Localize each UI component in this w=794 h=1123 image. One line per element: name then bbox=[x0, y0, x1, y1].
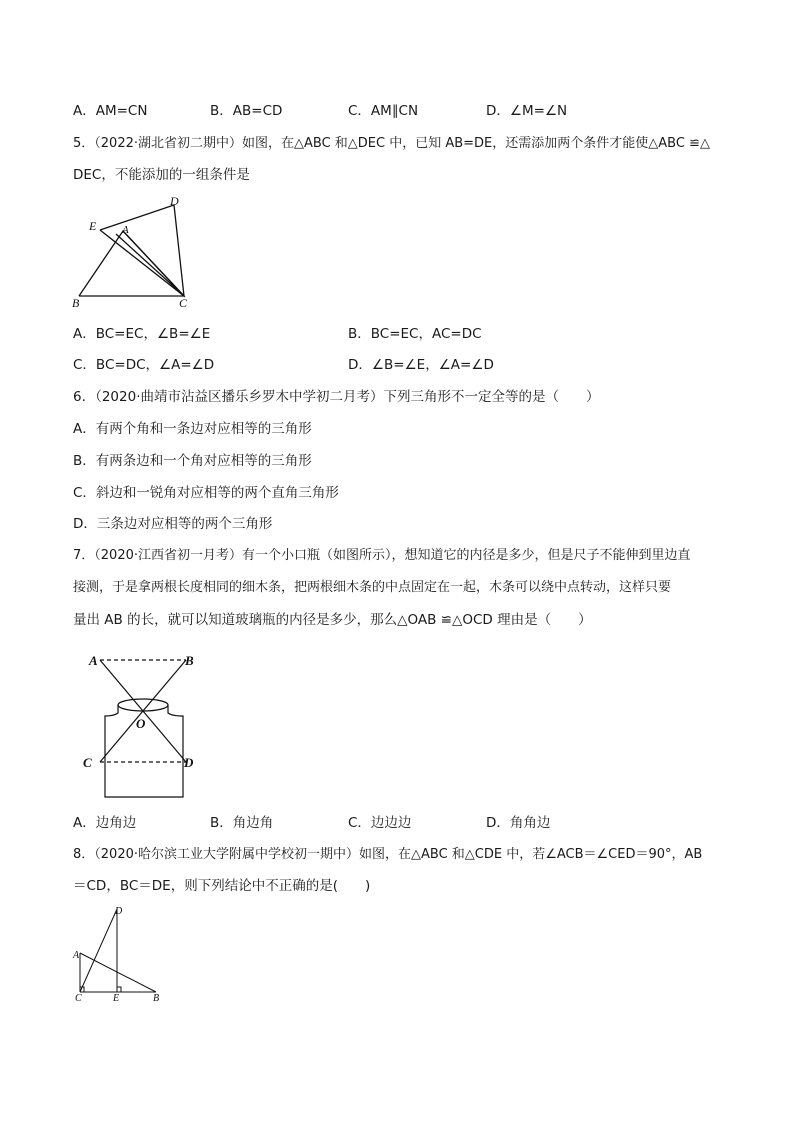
q4-option-c: C．AM∥CN bbox=[348, 103, 419, 119]
q5-label-c: C bbox=[179, 296, 188, 310]
q7-label-c: C bbox=[83, 755, 92, 770]
q5-stem-line1: 5．（2022·湖北省初二期中）如图，在△ABC 和△DEC 中，已知 AB=DE，还需添加两个条件才能使△ABC ≌△ bbox=[73, 136, 710, 151]
q8-right-triangles-figure bbox=[70, 903, 170, 1003]
q5-label-d: D bbox=[170, 194, 179, 208]
q7-option-b: B．角边角 bbox=[210, 815, 274, 831]
q8-label-e: E bbox=[113, 993, 120, 1004]
q5-option-c: C．BC=DC，∠A=∠D bbox=[73, 357, 215, 373]
q8-label-c: C bbox=[75, 993, 82, 1004]
q7-bottle-figure bbox=[80, 648, 210, 803]
q7-label-o: O bbox=[136, 716, 146, 731]
q7-option-c: C．边边边 bbox=[348, 815, 412, 831]
q5-option-d: D．∠B=∠E，∠A=∠D bbox=[348, 357, 494, 373]
q6-option-a: A．有两个角和一条边对应相等的三角形 bbox=[73, 421, 312, 437]
q6-option-c: C．斜边和一锐角对应相等的两个直角三角形 bbox=[73, 485, 339, 501]
q5-option-a: A．BC=EC，∠B=∠E bbox=[73, 326, 211, 342]
q6-option-b: B．有两条边和一个角对应相等的三角形 bbox=[73, 453, 312, 469]
q5-label-a: A bbox=[122, 224, 129, 236]
q7-label-d: D bbox=[184, 755, 194, 770]
q5-triangle-figure bbox=[60, 190, 210, 315]
q8-stem-line2: ＝CD，BC＝DE，则下列结论中不正确的是( ) bbox=[73, 878, 371, 894]
q7-stem-line2: 接测，于是拿两根长度相同的细木条，把两根细木条的中点固定在一起，木条可以绕中点转动，这样只要 bbox=[73, 580, 672, 595]
q5-label-e: E bbox=[89, 219, 97, 233]
q6-stem: 6．（2020·曲靖市沾益区播乐乡罗木中学初二月考）下列三角形不一定全等的是（ ） bbox=[73, 389, 600, 405]
q5-stem-line2: DEC，不能添加的一组条件是 bbox=[73, 167, 250, 183]
q8-label-b: B bbox=[153, 993, 160, 1004]
q4-option-b: B．AB=CD bbox=[210, 103, 283, 119]
q8-label-a: A bbox=[73, 950, 80, 961]
q7-stem-line1: 7．（2020·江西省初一月考）有一个小口瓶（如图所示），想知道它的内径是多少，但是尺子不能伸到里边直 bbox=[73, 548, 691, 563]
q8-stem-line1: 8．（2020·哈尔滨工业大学附属中学校初一期中）如图，在△ABC 和△CDE 中，若∠ACB＝∠CED＝90°，AB bbox=[73, 847, 703, 862]
q4-option-d: D．∠M=∠N bbox=[486, 103, 568, 119]
q7-label-a: A bbox=[89, 653, 98, 668]
q5-option-b: B．BC=EC，AC=DC bbox=[348, 326, 482, 342]
q4-option-a: A．AM=CN bbox=[73, 103, 148, 119]
q5-label-b: B bbox=[72, 296, 80, 310]
q7-option-a: A．边角边 bbox=[73, 815, 137, 831]
q7-option-d: D．角角边 bbox=[486, 815, 551, 831]
q6-option-d: D．三条边对应相等的两个三角形 bbox=[73, 516, 273, 532]
q7-stem-line3: 量出 AB 的长，就可以知道玻璃瓶的内径是多少，那么△OAB ≌△OCD 理由是（ ） bbox=[73, 612, 592, 628]
q7-label-b: B bbox=[185, 653, 194, 668]
q8-label-d: D bbox=[115, 906, 123, 917]
